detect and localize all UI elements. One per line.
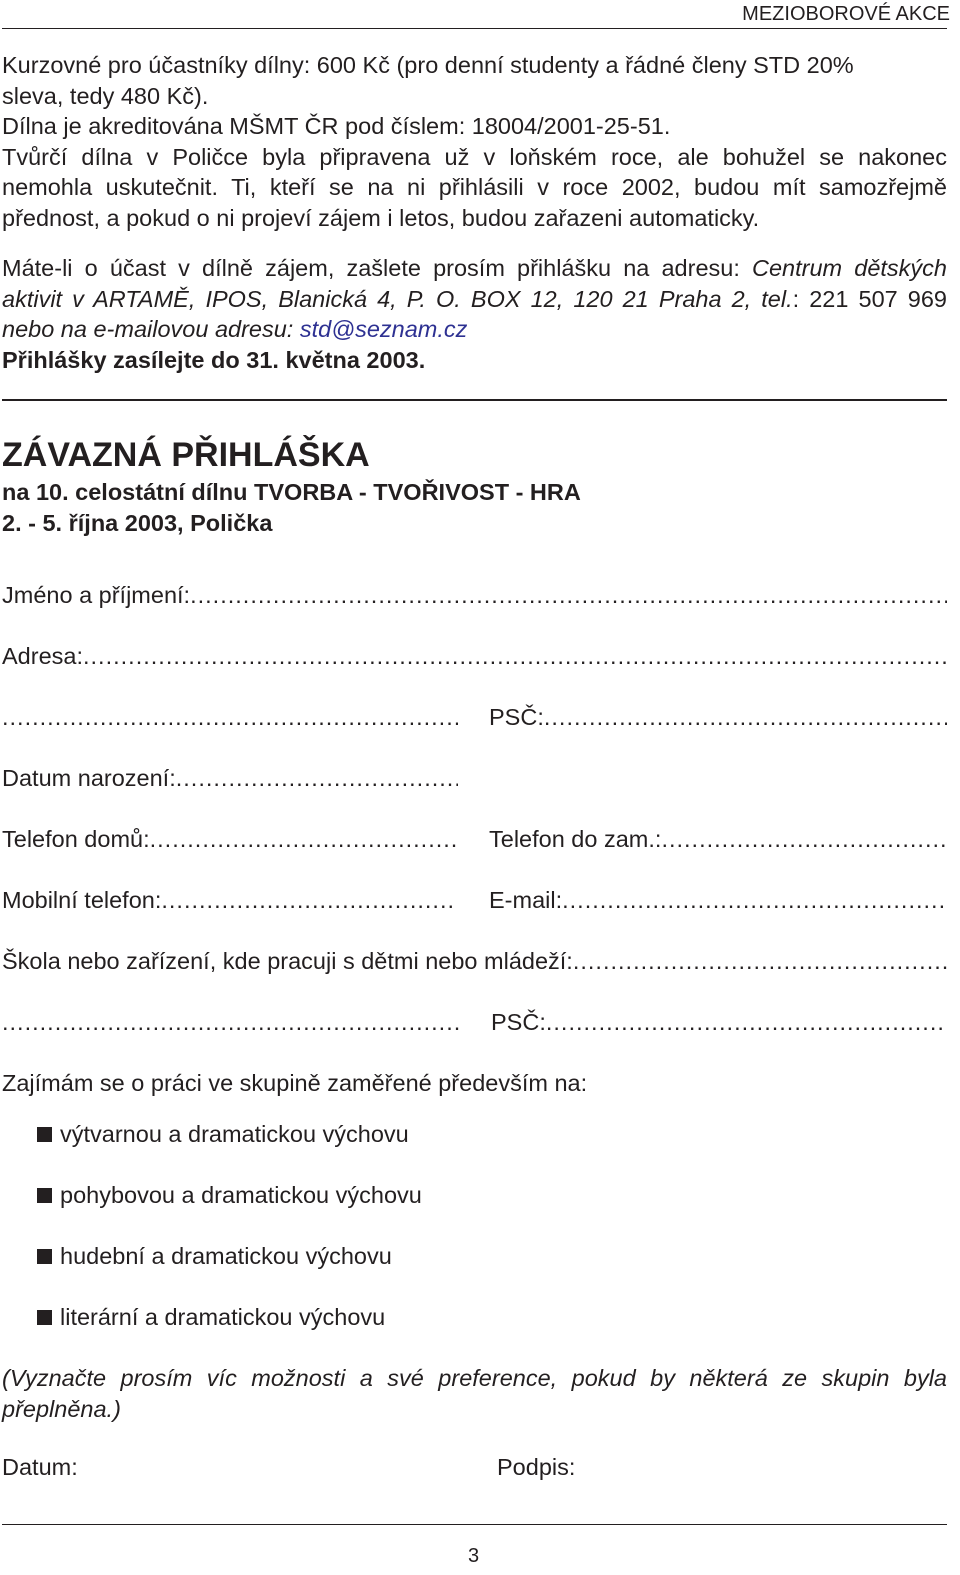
birth-date-field[interactable] <box>2 763 458 793</box>
fee-text: Kurzovné pro účastníky dílny: 600 Kč (pro denní studenty a řádné členy STD 20% <box>2 52 854 78</box>
checkbox-square-icon[interactable] <box>37 1310 52 1325</box>
form-title: ZÁVAZNÁ PŘIHLÁŠKA <box>2 436 370 474</box>
note-line-2: přeplněna.) <box>2 1395 121 1422</box>
work-phone-field[interactable] <box>489 824 947 854</box>
section-header: MEZIOBOROVÉ AKCE <box>742 3 950 25</box>
name-label: Jméno a příjmení: <box>2 582 191 608</box>
email-label: E-mail: <box>489 887 563 913</box>
option-label: literární a dramatickou výchovu <box>60 1304 386 1330</box>
school-address-dots <box>2 1007 460 1037</box>
section-divider <box>2 399 947 401</box>
checkbox-square-icon[interactable] <box>37 1188 52 1203</box>
school-address-field[interactable] <box>2 1007 460 1037</box>
page-number: 3 <box>467 1545 480 1567</box>
mobile-label: Mobilní telefon: <box>2 887 162 913</box>
work-phone-label: Telefon do zam.: <box>489 826 662 852</box>
option-movement[interactable] <box>37 1180 422 1210</box>
intro-block <box>2 50 947 233</box>
fee-text-continued: sleva, tedy 480 Kč). <box>2 82 209 109</box>
home-phone-field[interactable] <box>2 824 458 854</box>
date-label[interactable]: Datum: <box>2 1454 78 1480</box>
interest-label: Zajímám se o práci ve skupině zaměřené především na: <box>2 1070 588 1096</box>
contact-line-2 <box>2 284 947 315</box>
name-dots <box>190 580 947 610</box>
school-psc-label: PSČ: <box>491 1009 546 1035</box>
checkbox-square-icon[interactable] <box>37 1127 52 1142</box>
history-text-2: nemohla uskutečnit. Ti, kteří se na ni přihlásili v roce 2002, budou mít samozřejmě <box>2 174 947 200</box>
address-line-2-dots <box>2 702 458 732</box>
email-dots <box>562 885 947 915</box>
contact-address: aktivit v ARTAMĚ, IPOS, Blanická 4, P. O. BOX 12, 120 21 Praha 2, tel. <box>2 285 793 312</box>
address-label: Adresa: <box>2 643 83 669</box>
contact-line-3 <box>2 314 947 345</box>
header-divider <box>2 28 947 29</box>
birth-date-dots <box>176 763 458 793</box>
contact-block <box>2 253 947 375</box>
option-label: pohybovou a dramatickou výchovu <box>60 1182 422 1208</box>
school-dots <box>573 946 947 976</box>
option-literature[interactable] <box>37 1302 385 1332</box>
birth-date-label: Datum narození: <box>2 765 176 791</box>
option-music[interactable] <box>37 1241 392 1271</box>
history-text-3: přednost, a pokud o ni projeví zájem i letos, budou zařazeni automaticky. <box>2 204 760 231</box>
address-line-2-field[interactable] <box>2 702 458 732</box>
option-visual-art[interactable] <box>37 1119 409 1149</box>
email-intro: nebo na e-mailovou adresu: <box>2 316 300 342</box>
contact-line-1 <box>2 253 947 284</box>
address-field[interactable] <box>2 641 947 671</box>
school-psc-field[interactable] <box>491 1007 947 1037</box>
signature-label[interactable]: Podpis: <box>497 1454 576 1480</box>
note-line-1: (Vyznačte prosím víc možnosti a své preference, pokud by některá ze skupin byla <box>2 1365 947 1391</box>
contact-prefix: Máte-li o účast v dílně zájem, zašlete prosím přihlášku na adresu: <box>2 255 752 281</box>
deadline-text: Přihlášky zasílejte do 31. května 2003. <box>2 346 426 373</box>
form-subtitle: na 10. celostátní dílnu TVORBA - TVOŘIVOST - HRA <box>2 479 581 505</box>
history-text-1: Tvůrčí dílna v Poličce byla připravena už v loňském roce, ale bohužel se nakonec <box>2 143 947 170</box>
psc-field[interactable] <box>489 702 947 732</box>
accreditation-text: Dílna je akreditována MŠMT ČR pod číslem: 18004/2001-25-51. <box>2 113 671 139</box>
contact-org: Centrum dětských <box>752 255 947 281</box>
address-dots <box>83 641 947 671</box>
email-link[interactable]: std@seznam.cz <box>299 316 468 342</box>
option-label: hudební a dramatickou výchovu <box>60 1243 392 1269</box>
checkbox-square-icon[interactable] <box>37 1249 52 1264</box>
form-dates: 2. - 5. října 2003, Polička <box>2 510 273 536</box>
footer-divider <box>2 1524 947 1525</box>
psc-dots <box>544 702 947 732</box>
contact-phone: : 221 507 969 <box>792 285 947 312</box>
home-phone-label: Telefon domů: <box>2 826 150 852</box>
name-field[interactable] <box>2 580 947 610</box>
school-field[interactable] <box>2 946 947 976</box>
mobile-field[interactable] <box>2 885 456 915</box>
option-label: výtvarnou a dramatickou výchovu <box>60 1121 409 1147</box>
school-psc-dots <box>546 1007 947 1037</box>
work-phone-dots <box>661 824 947 854</box>
home-phone-dots <box>150 824 458 854</box>
school-label: Škola nebo zařízení, kde pracuji s dětmi nebo mládeží: <box>2 948 573 974</box>
email-field[interactable] <box>489 885 947 915</box>
mobile-dots <box>161 885 456 915</box>
preference-note <box>2 1363 947 1424</box>
psc-label: PSČ: <box>489 704 544 730</box>
